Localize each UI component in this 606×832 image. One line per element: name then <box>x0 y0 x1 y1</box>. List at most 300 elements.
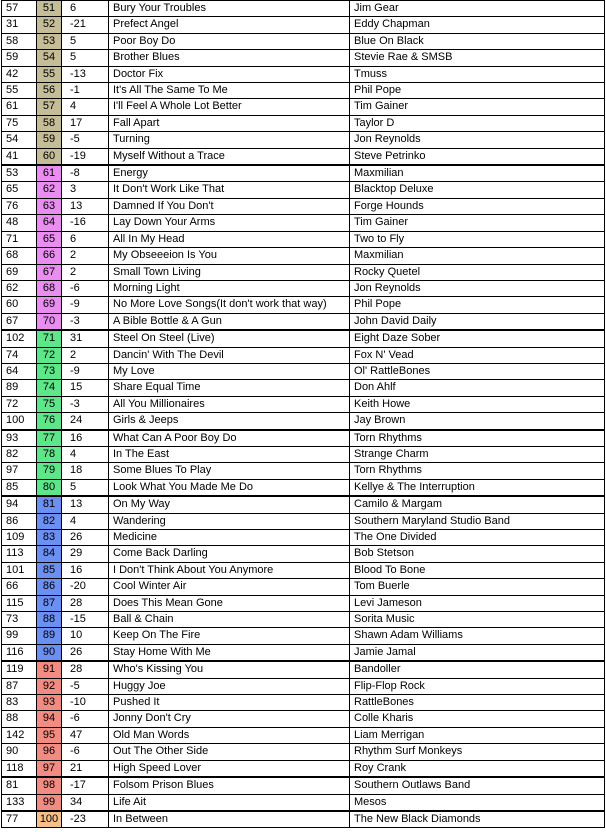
table-row <box>2 17 605 33</box>
movement-cell: 4 <box>62 513 109 529</box>
table-row <box>2 744 605 760</box>
rank-cell: 84 <box>37 546 62 562</box>
movement-cell: -5 <box>62 132 109 148</box>
prev-position-cell: 93 <box>2 430 37 447</box>
song-title-cell: All In My Head <box>109 231 350 247</box>
artist-cell: Keith Howe <box>350 396 605 412</box>
movement-cell: 18 <box>62 463 109 479</box>
movement-cell: 3 <box>62 182 109 198</box>
rank-cell: 87 <box>37 595 62 611</box>
artist-cell: Sorita Music <box>350 612 605 628</box>
artist-cell: Shawn Adam Williams <box>350 628 605 644</box>
artist-cell: Tim Gainer <box>350 215 605 231</box>
prev-position-cell: 101 <box>2 562 37 578</box>
table-row <box>2 628 605 644</box>
movement-cell: -9 <box>62 297 109 313</box>
rank-cell: 95 <box>37 727 62 743</box>
table-row <box>2 215 605 231</box>
prev-position-cell: 77 <box>2 811 37 828</box>
movement-cell: 4 <box>62 99 109 115</box>
artist-cell: Phil Pope <box>350 83 605 99</box>
table-row <box>2 413 605 430</box>
table-row <box>2 165 605 182</box>
movement-cell: -1 <box>62 83 109 99</box>
table-row <box>2 83 605 99</box>
song-title-cell: In The East <box>109 446 350 462</box>
artist-cell: Forge Hounds <box>350 198 605 214</box>
movement-cell: 6 <box>62 1 109 17</box>
artist-cell: Southern Maryland Studio Band <box>350 513 605 529</box>
song-title-cell: Does This Mean Gone <box>109 595 350 611</box>
movement-cell: 28 <box>62 595 109 611</box>
table-row <box>2 711 605 727</box>
song-title-cell: It Don't Work Like That <box>109 182 350 198</box>
movement-cell: -21 <box>62 17 109 33</box>
rank-cell: 93 <box>37 695 62 711</box>
rank-cell: 89 <box>37 628 62 644</box>
table-row <box>2 248 605 264</box>
prev-position-cell: 61 <box>2 99 37 115</box>
movement-cell: 16 <box>62 562 109 578</box>
movement-cell: 31 <box>62 330 109 347</box>
table-row <box>2 1 605 17</box>
artist-cell: Jon Reynolds <box>350 132 605 148</box>
prev-position-cell: 67 <box>2 313 37 330</box>
prev-position-cell: 115 <box>2 595 37 611</box>
movement-cell: 29 <box>62 546 109 562</box>
prev-position-cell: 81 <box>2 777 37 794</box>
prev-position-cell: 76 <box>2 198 37 214</box>
rank-cell: 70 <box>37 313 62 330</box>
song-title-cell: Look What You Made Me Do <box>109 479 350 496</box>
song-title-cell: Stay Home With Me <box>109 644 350 661</box>
artist-cell: Steve Petrinko <box>350 148 605 165</box>
song-title-cell: Pushed It <box>109 695 350 711</box>
movement-cell: 2 <box>62 347 109 363</box>
movement-cell: 5 <box>62 50 109 66</box>
table-row <box>2 794 605 811</box>
song-title-cell: Who's Kissing You <box>109 661 350 678</box>
table-row <box>2 99 605 115</box>
rank-cell: 56 <box>37 83 62 99</box>
artist-cell: Jim Gear <box>350 1 605 17</box>
song-title-cell: Prefect Angel <box>109 17 350 33</box>
prev-position-cell: 64 <box>2 363 37 379</box>
song-title-cell: Old Man Words <box>109 727 350 743</box>
rank-cell: 61 <box>37 165 62 182</box>
artist-cell: Tim Gainer <box>350 99 605 115</box>
prev-position-cell: 88 <box>2 711 37 727</box>
movement-cell: 2 <box>62 248 109 264</box>
table-row <box>2 50 605 66</box>
song-title-cell: All You Millionaires <box>109 396 350 412</box>
movement-cell: 13 <box>62 198 109 214</box>
song-title-cell: In Between <box>109 811 350 828</box>
artist-cell: Jay Brown <box>350 413 605 430</box>
artist-cell: The New Black Diamonds <box>350 811 605 828</box>
prev-position-cell: 65 <box>2 182 37 198</box>
prev-position-cell: 58 <box>2 33 37 49</box>
song-title-cell: Doctor Fix <box>109 66 350 82</box>
song-title-cell: I'll Feel A Whole Lot Better <box>109 99 350 115</box>
artist-cell: Taylor D <box>350 115 605 131</box>
movement-cell: 5 <box>62 33 109 49</box>
rank-cell: 94 <box>37 711 62 727</box>
prev-position-cell: 87 <box>2 678 37 694</box>
table-row <box>2 811 605 828</box>
rank-cell: 96 <box>37 744 62 760</box>
song-title-cell: Out The Other Side <box>109 744 350 760</box>
table-row <box>2 396 605 412</box>
movement-cell: 26 <box>62 530 109 546</box>
movement-cell: 24 <box>62 413 109 430</box>
song-title-cell: Dancin' With The Devil <box>109 347 350 363</box>
artist-cell: Flip-Flop Rock <box>350 678 605 694</box>
rank-cell: 100 <box>37 811 62 828</box>
movement-cell: 26 <box>62 644 109 661</box>
rank-cell: 83 <box>37 530 62 546</box>
song-title-cell: Fall Apart <box>109 115 350 131</box>
movement-cell: 28 <box>62 661 109 678</box>
table-row <box>2 66 605 82</box>
table-row <box>2 313 605 330</box>
prev-position-cell: 68 <box>2 248 37 264</box>
movement-cell: 5 <box>62 479 109 496</box>
song-title-cell: Steel On Steel (Live) <box>109 330 350 347</box>
movement-cell: 13 <box>62 496 109 513</box>
table-row <box>2 182 605 198</box>
movement-cell: 16 <box>62 430 109 447</box>
artist-cell: Tom Buerle <box>350 579 605 595</box>
artist-cell: Bandoller <box>350 661 605 678</box>
prev-position-cell: 99 <box>2 628 37 644</box>
prev-position-cell: 89 <box>2 380 37 396</box>
artist-cell: Eddy Chapman <box>350 17 605 33</box>
table-row <box>2 463 605 479</box>
rank-cell: 73 <box>37 363 62 379</box>
table-row <box>2 727 605 743</box>
movement-cell: 17 <box>62 115 109 131</box>
artist-cell: Colle Kharis <box>350 711 605 727</box>
table-row <box>2 546 605 562</box>
table-row <box>2 115 605 131</box>
rank-cell: 80 <box>37 479 62 496</box>
song-title-cell: Cool Winter Air <box>109 579 350 595</box>
prev-position-cell: 66 <box>2 579 37 595</box>
rank-cell: 63 <box>37 198 62 214</box>
rank-cell: 97 <box>37 760 62 777</box>
song-title-cell: Jonny Don't Cry <box>109 711 350 727</box>
rank-cell: 59 <box>37 132 62 148</box>
movement-cell: 6 <box>62 231 109 247</box>
table-row <box>2 612 605 628</box>
artist-cell: Rocky Quetel <box>350 264 605 280</box>
prev-position-cell: 119 <box>2 661 37 678</box>
prev-position-cell: 83 <box>2 695 37 711</box>
table-row <box>2 231 605 247</box>
prev-position-cell: 60 <box>2 297 37 313</box>
song-title-cell: Damned If You Don't <box>109 198 350 214</box>
movement-cell: -3 <box>62 313 109 330</box>
table-row <box>2 148 605 165</box>
rank-cell: 92 <box>37 678 62 694</box>
song-title-cell: High Speed Lover <box>109 760 350 777</box>
chart-rows <box>2 1 605 828</box>
prev-position-cell: 97 <box>2 463 37 479</box>
artist-cell: Strange Charm <box>350 446 605 462</box>
artist-cell: Liam Merrigan <box>350 727 605 743</box>
prev-position-cell: 74 <box>2 347 37 363</box>
rank-cell: 99 <box>37 794 62 811</box>
table-row <box>2 330 605 347</box>
prev-position-cell: 94 <box>2 496 37 513</box>
table-row <box>2 661 605 678</box>
song-title-cell: Bury Your Troubles <box>109 1 350 17</box>
artist-cell: Torn Rhythms <box>350 430 605 447</box>
table-row <box>2 777 605 794</box>
table-row <box>2 513 605 529</box>
song-title-cell: Myself Without a Trace <box>109 148 350 165</box>
table-row <box>2 198 605 214</box>
artist-cell: Phil Pope <box>350 297 605 313</box>
prev-position-cell: 73 <box>2 612 37 628</box>
prev-position-cell: 57 <box>2 1 37 17</box>
artist-cell: Blacktop Deluxe <box>350 182 605 198</box>
artist-cell: Eight Daze Sober <box>350 330 605 347</box>
song-title-cell: What Can A Poor Boy Do <box>109 430 350 447</box>
prev-position-cell: 86 <box>2 513 37 529</box>
song-title-cell: Come Back Darling <box>109 546 350 562</box>
song-title-cell: A Bible Bottle & A Gun <box>109 313 350 330</box>
movement-cell: 10 <box>62 628 109 644</box>
song-title-cell: It's All The Same To Me <box>109 83 350 99</box>
movement-cell: -5 <box>62 678 109 694</box>
artist-cell: Blue On Black <box>350 33 605 49</box>
artist-cell: Camilo & Margam <box>350 496 605 513</box>
movement-cell: -3 <box>62 396 109 412</box>
rank-cell: 75 <box>37 396 62 412</box>
prev-position-cell: 62 <box>2 280 37 296</box>
rank-cell: 67 <box>37 264 62 280</box>
movement-cell: -17 <box>62 777 109 794</box>
artist-cell: Jamie Jamal <box>350 644 605 661</box>
rank-cell: 88 <box>37 612 62 628</box>
song-title-cell: Some Blues To Play <box>109 463 350 479</box>
rank-cell: 69 <box>37 297 62 313</box>
movement-cell: 34 <box>62 794 109 811</box>
artist-cell: John David Daily <box>350 313 605 330</box>
movement-cell: -6 <box>62 280 109 296</box>
rank-cell: 58 <box>37 115 62 131</box>
table-row <box>2 264 605 280</box>
prev-position-cell: 142 <box>2 727 37 743</box>
chart-table <box>1 0 605 828</box>
artist-cell: Fox N' Vead <box>350 347 605 363</box>
rank-cell: 78 <box>37 446 62 462</box>
prev-position-cell: 55 <box>2 83 37 99</box>
prev-position-cell: 90 <box>2 744 37 760</box>
table-row <box>2 644 605 661</box>
rank-cell: 51 <box>37 1 62 17</box>
movement-cell: 2 <box>62 264 109 280</box>
artist-cell: Rhythm Surf Monkeys <box>350 744 605 760</box>
movement-cell: -15 <box>62 612 109 628</box>
song-title-cell: Small Town Living <box>109 264 350 280</box>
prev-position-cell: 69 <box>2 264 37 280</box>
song-title-cell: My Love <box>109 363 350 379</box>
table-row <box>2 595 605 611</box>
table-row <box>2 562 605 578</box>
movement-cell: -13 <box>62 66 109 82</box>
song-title-cell: Poor Boy Do <box>109 33 350 49</box>
table-row <box>2 760 605 777</box>
rank-cell: 65 <box>37 231 62 247</box>
rank-cell: 64 <box>37 215 62 231</box>
table-row <box>2 530 605 546</box>
prev-position-cell: 48 <box>2 215 37 231</box>
table-row <box>2 496 605 513</box>
rank-cell: 90 <box>37 644 62 661</box>
prev-position-cell: 75 <box>2 115 37 131</box>
artist-cell: The One Divided <box>350 530 605 546</box>
artist-cell: Levi Jameson <box>350 595 605 611</box>
artist-cell: Jon Reynolds <box>350 280 605 296</box>
song-title-cell: Girls & Jeeps <box>109 413 350 430</box>
movement-cell: -6 <box>62 711 109 727</box>
table-row <box>2 380 605 396</box>
rank-cell: 72 <box>37 347 62 363</box>
rank-cell: 55 <box>37 66 62 82</box>
artist-cell: Don Ahlf <box>350 380 605 396</box>
movement-cell: -10 <box>62 695 109 711</box>
rank-cell: 57 <box>37 99 62 115</box>
song-title-cell: Turning <box>109 132 350 148</box>
rank-cell: 77 <box>37 430 62 447</box>
prev-position-cell: 109 <box>2 530 37 546</box>
rank-cell: 62 <box>37 182 62 198</box>
movement-cell: -19 <box>62 148 109 165</box>
rank-cell: 86 <box>37 579 62 595</box>
table-row <box>2 347 605 363</box>
prev-position-cell: 133 <box>2 794 37 811</box>
song-title-cell: Folsom Prison Blues <box>109 777 350 794</box>
movement-cell: 47 <box>62 727 109 743</box>
prev-position-cell: 85 <box>2 479 37 496</box>
artist-cell: Tmuss <box>350 66 605 82</box>
artist-cell: Southern Outlaws Band <box>350 777 605 794</box>
rank-cell: 98 <box>37 777 62 794</box>
rank-cell: 68 <box>37 280 62 296</box>
prev-position-cell: 118 <box>2 760 37 777</box>
rank-cell: 85 <box>37 562 62 578</box>
movement-cell: 4 <box>62 446 109 462</box>
rank-cell: 79 <box>37 463 62 479</box>
rank-cell: 71 <box>37 330 62 347</box>
song-title-cell: Energy <box>109 165 350 182</box>
song-title-cell: Morning Light <box>109 280 350 296</box>
movement-cell: -6 <box>62 744 109 760</box>
rank-cell: 74 <box>37 380 62 396</box>
song-title-cell: Keep On The Fire <box>109 628 350 644</box>
artist-cell: Roy Crank <box>350 760 605 777</box>
rank-cell: 52 <box>37 17 62 33</box>
table-row <box>2 280 605 296</box>
artist-cell: Ol' RattleBones <box>350 363 605 379</box>
movement-cell: -16 <box>62 215 109 231</box>
prev-position-cell: 102 <box>2 330 37 347</box>
rank-cell: 60 <box>37 148 62 165</box>
table-row <box>2 678 605 694</box>
song-title-cell: My Obseeeion Is You <box>109 248 350 264</box>
movement-cell: -9 <box>62 363 109 379</box>
movement-cell: -8 <box>62 165 109 182</box>
artist-cell: RattleBones <box>350 695 605 711</box>
prev-position-cell: 82 <box>2 446 37 462</box>
movement-cell: -20 <box>62 579 109 595</box>
song-title-cell: Life Ait <box>109 794 350 811</box>
movement-cell: 21 <box>62 760 109 777</box>
artist-cell: Two to Fly <box>350 231 605 247</box>
table-row <box>2 446 605 462</box>
song-title-cell: I Don't Think About You Anymore <box>109 562 350 578</box>
artist-cell: Mesos <box>350 794 605 811</box>
song-title-cell: Huggy Joe <box>109 678 350 694</box>
song-title-cell: Wandering <box>109 513 350 529</box>
song-title-cell: Lay Down Your Arms <box>109 215 350 231</box>
rank-cell: 82 <box>37 513 62 529</box>
table-row <box>2 297 605 313</box>
table-row <box>2 695 605 711</box>
table-row <box>2 430 605 447</box>
table-row <box>2 132 605 148</box>
artist-cell: Torn Rhythms <box>350 463 605 479</box>
prev-position-cell: 72 <box>2 396 37 412</box>
prev-position-cell: 42 <box>2 66 37 82</box>
prev-position-cell: 31 <box>2 17 37 33</box>
artist-cell: Bob Stetson <box>350 546 605 562</box>
song-title-cell: Ball & Chain <box>109 612 350 628</box>
song-title-cell: Share Equal Time <box>109 380 350 396</box>
artist-cell: Stevie Rae & SMSB <box>350 50 605 66</box>
prev-position-cell: 113 <box>2 546 37 562</box>
prev-position-cell: 54 <box>2 132 37 148</box>
prev-position-cell: 116 <box>2 644 37 661</box>
rank-cell: 76 <box>37 413 62 430</box>
song-title-cell: On My Way <box>109 496 350 513</box>
rank-cell: 53 <box>37 33 62 49</box>
prev-position-cell: 100 <box>2 413 37 430</box>
movement-cell: -23 <box>62 811 109 828</box>
artist-cell: Kellye & The Interruption <box>350 479 605 496</box>
song-title-cell: No More Love Songs(It don't work that way) <box>109 297 350 313</box>
movement-cell: 15 <box>62 380 109 396</box>
rank-cell: 81 <box>37 496 62 513</box>
artist-cell: Blood To Bone <box>350 562 605 578</box>
table-row <box>2 363 605 379</box>
artist-cell: Maxmilian <box>350 165 605 182</box>
rank-cell: 91 <box>37 661 62 678</box>
artist-cell: Maxmilian <box>350 248 605 264</box>
rank-cell: 54 <box>37 50 62 66</box>
table-row <box>2 33 605 49</box>
table-row <box>2 579 605 595</box>
prev-position-cell: 71 <box>2 231 37 247</box>
prev-position-cell: 53 <box>2 165 37 182</box>
prev-position-cell: 59 <box>2 50 37 66</box>
song-title-cell: Medicine <box>109 530 350 546</box>
prev-position-cell: 41 <box>2 148 37 165</box>
song-title-cell: Brother Blues <box>109 50 350 66</box>
